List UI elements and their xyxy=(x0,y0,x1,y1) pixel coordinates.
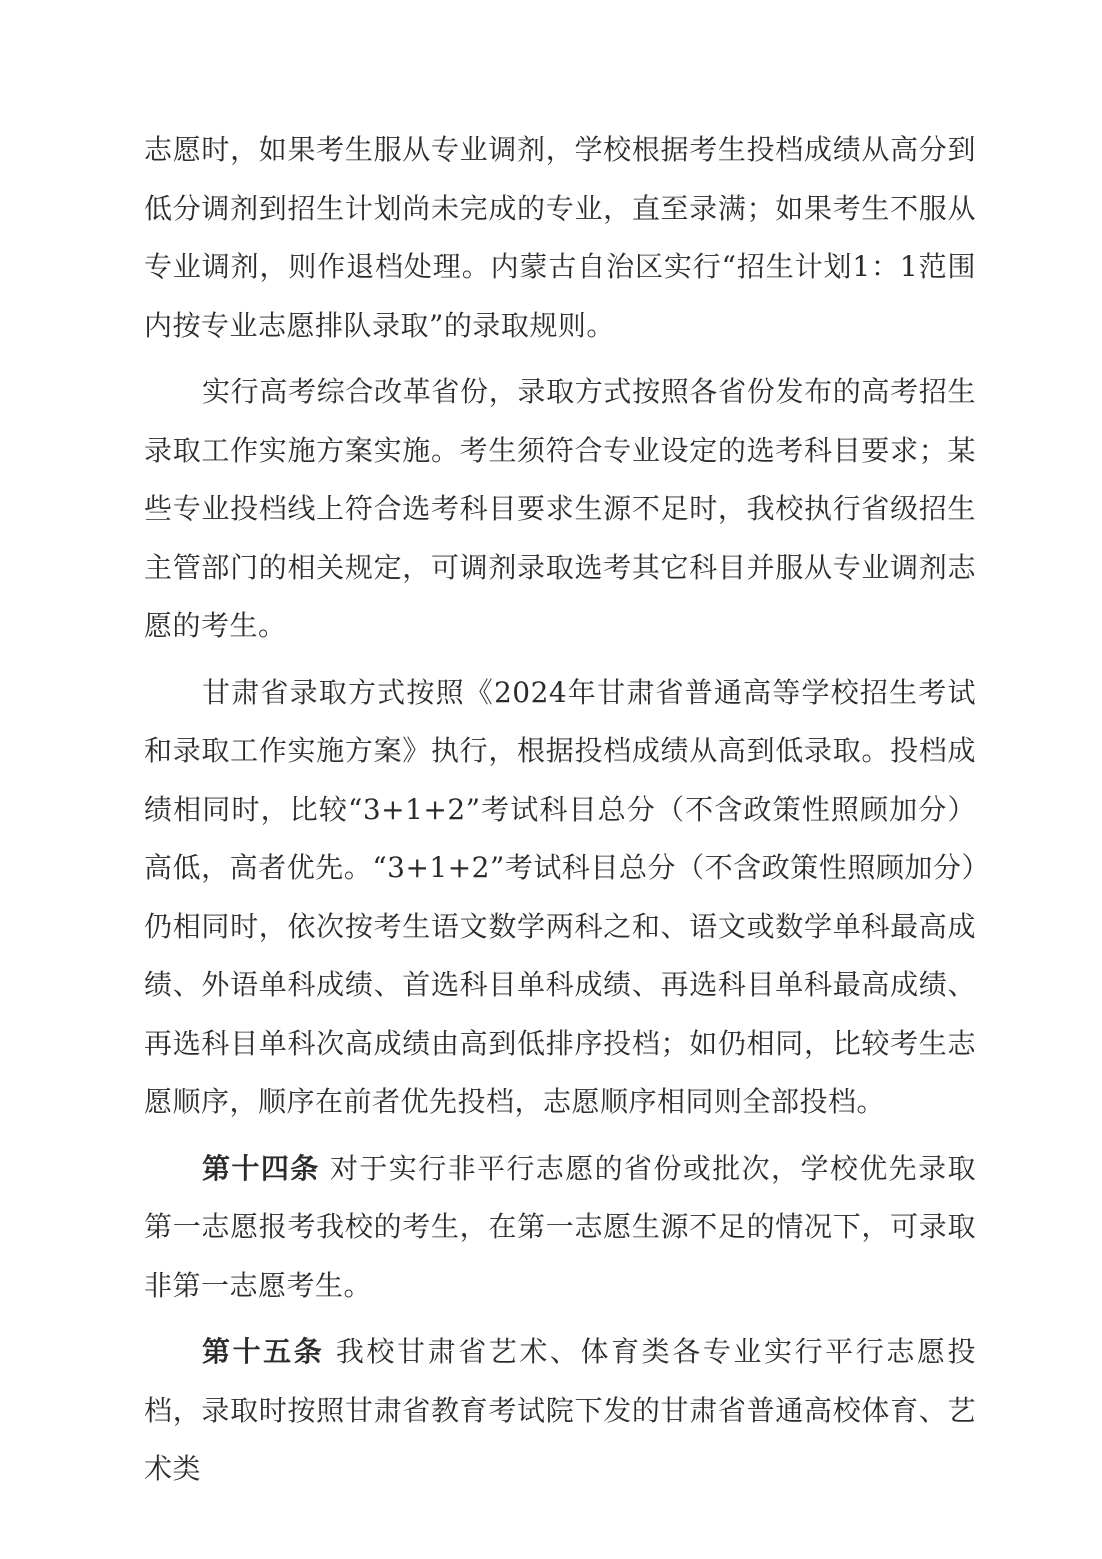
article-label: 第十五条 xyxy=(202,1335,325,1368)
document-body xyxy=(144,121,976,1499)
article-text: 对于实行非平行志愿的省份或批次，学校优先录取第一志愿报考我校的考生，在第一志愿生源不足的情况下，可录取非第一志愿考生。 xyxy=(144,1151,976,1302)
article-15 xyxy=(144,1323,976,1499)
article-text: 我校甘肃省艺术、体育类各专业实行平行志愿投档，录取时按照甘肃省教育考试院下发的甘肃省普通高校体育、艺术类 xyxy=(144,1335,976,1485)
paragraph-reform-provinces xyxy=(144,363,976,656)
paragraph-text: 甘肃省录取方式按照《2024年甘肃省普通高等学校招生考试和录取工作实施方案》执行，根据投档成绩从高到低录取。投档成绩相同时，比较“3+1+2”考试科目总分（不含政策性照顾加分）高低，高者优先。“3+1+2”考试科目总分（不含政策性照顾加分）仍相同时，依次按考生语文数学两科之和、语文或数学单科最高成绩、外语单科成绩、首选科目单科成绩、再选科目单科最高成绩、再选科目单科次高成绩由高到低排序投档；如仍相同，比较考生志愿顺序，顺序在前者优先投档，志愿顺序相同则全部投档。 xyxy=(144,675,976,1118)
paragraph-continued-volunteer-rules xyxy=(144,121,976,355)
paragraph-text: 实行高考综合改革省份，录取方式按照各省份发布的高考招生录取工作实施方案实施。考生须符合专业设定的选考科目要求；某些专业投档线上符合选考科目要求生源不足时，我校执行省级招生主管部门的相关规定，可调剂录取选考其它科目并服从专业调剂志愿的考生。 xyxy=(144,375,976,642)
paragraph-text: 志愿时，如果考生服从专业调剂，学校根据考生投档成绩从高分到低分调剂到招生计划尚未完成的专业，直至录满；如果考生不服从专业调剂，则作退档处理。内蒙古自治区实行“招生计划1：1范围内按专业志愿排队录取”的录取规则。 xyxy=(144,133,976,342)
article-14 xyxy=(144,1140,976,1316)
article-label: 第十四条 xyxy=(202,1151,320,1185)
paragraph-gansu-admission xyxy=(144,664,976,1132)
